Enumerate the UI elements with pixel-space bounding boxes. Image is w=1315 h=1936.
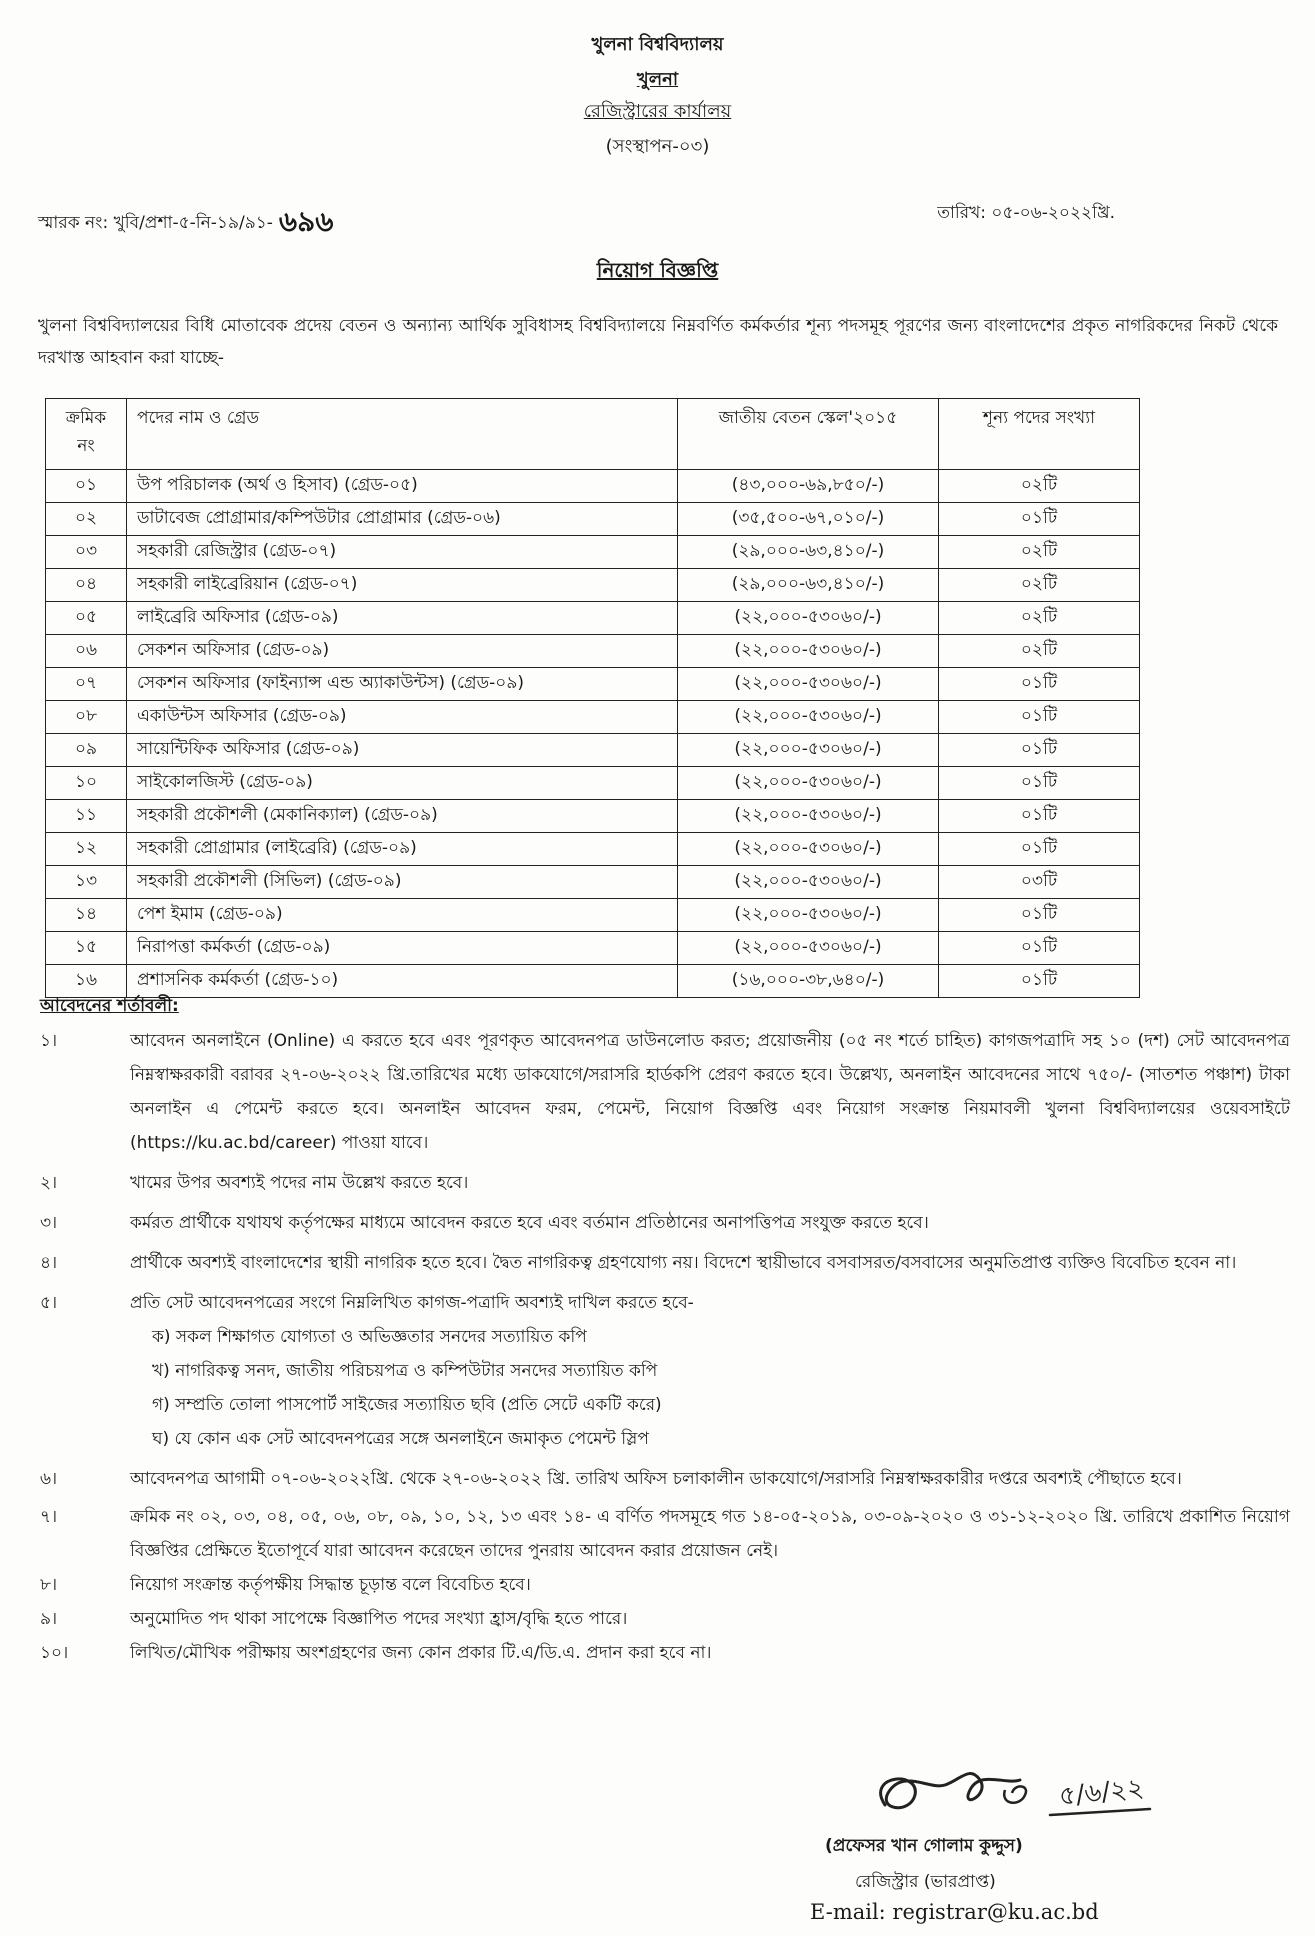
cell-vacancies: ০১টি (939, 932, 1140, 965)
condition-item (40, 1462, 1290, 1496)
cell-vacancies: ০১টি (939, 701, 1140, 734)
condition-number: ৩। (40, 1213, 58, 1233)
conditions-list (40, 1024, 1290, 1670)
condition-text: প্রার্থীকে অবশ্যই বাংলাদেশের স্থায়ী নাগরিক হতে হবে। দ্বৈত নাগরিকত্ব গ্রহণযোগ্য নয়। বিদেশে স্থায়ীভাবে বসবাসরত/বসবাসের অনুমতিপ্রাপ্ত ব্যক্তিও বিবেচিত হবেন না। (130, 1253, 1237, 1273)
cell-serial: ১৬ (46, 965, 127, 998)
office-name: রেজিস্ট্রারের কার্যালয় (583, 101, 732, 122)
condition-item (40, 1568, 1290, 1602)
cell-scale: (২২,০০০-৫৩০৬০/-) (678, 635, 939, 668)
cell-scale: (২২,০০০-৫৩০৬০/-) (678, 701, 939, 734)
cell-vacancies: ০৩টি (939, 866, 1140, 899)
cell-vacancies: ০১টি (939, 899, 1140, 932)
cell-serial: ০৩ (46, 536, 127, 569)
cell-post: সহকারী রেজিস্ট্রার (গ্রেড-০৭) (127, 536, 678, 569)
cell-scale: (৪৩,০০০-৬৯,৮৫০/-) (678, 470, 939, 503)
cell-post: সেকশন অফিসার (ফাইন্যান্স এন্ড অ্যাকাউন্টস) (গ্রেড-০৯) (127, 668, 678, 701)
table-row (46, 833, 1140, 866)
cell-vacancies: ০১টি (939, 965, 1140, 998)
document-item: খ) নাগরিকত্ব সনদ, জাতীয় পরিচয়পত্র ও কম্পিউটার সনদের সত্যায়িত কপি (152, 1361, 658, 1381)
condition-number: ৭। (40, 1507, 58, 1527)
cell-scale: (২২,০০০-৫৩০৬০/-) (678, 866, 939, 899)
memo-number (38, 200, 334, 247)
header-serial: ক্রমিক নং (46, 399, 127, 470)
table-row (46, 569, 1140, 602)
cell-scale: (১৬,০০০-৩৮,৬৪০/-) (678, 965, 939, 998)
document-item: গ) সম্প্রতি তোলা পাসপোর্ট সাইজের সত্যায়িত ছবি (প্রতি সেটে একটি করে) (152, 1395, 662, 1415)
condition-number: ১০। (40, 1643, 69, 1663)
table-row (46, 899, 1140, 932)
cell-serial: ১২ (46, 833, 127, 866)
condition-number: ৫। (40, 1293, 58, 1313)
signatory-role: রেজিস্ট্রার (ভারপ্রাপ্ত) (855, 1872, 996, 1892)
cell-scale: (২৯,০০০-৬৩,৪১০/-) (678, 569, 939, 602)
condition-text: লিখিত/মৌখিক পরীক্ষায় অংশগ্রহণের জন্য কোন প্রকার টি.এ/ডি.এ. প্রদান করা হবে না। (130, 1643, 712, 1663)
condition-number: ৪। (40, 1253, 58, 1273)
table-row (46, 635, 1140, 668)
table-row (46, 932, 1140, 965)
condition-item (40, 1636, 1290, 1670)
cell-post: সেকশন অফিসার (গ্রেড-০৯) (127, 635, 678, 668)
table-row (46, 800, 1140, 833)
cell-serial: ১১ (46, 800, 127, 833)
condition-number: ২। (40, 1173, 58, 1193)
section-name: (সংস্থাপন-০৩) (605, 136, 710, 157)
signatory-name: (প্রফেসর খান গোলাম কুদ্দুস) (825, 1836, 1023, 1856)
condition-text: খামের উপর অবশ্যই পদের নাম উল্লেখ করতে হবে। (130, 1173, 469, 1193)
condition-text: ক্রমিক নং ০২, ০৩, ০৪, ০৫, ০৬, ০৮, ০৯, ১০, ১২, ১৩ এবং ১৪- এ বর্ণিত পদসমূহে গত ১৪-০৫-২০১৯, ০৩-০৯-২০২০ ও ৩১-১২-২০২০ খ্রি. তারিখে প্রকাশিত নিয়োগ বিজ্ঞপ্তির প্রেক্ষিতে ইতোপূর্বে যারা আবেদন করেছেন তাদের পুনরায় আবেদন করার প্রয়োজন নেই। (130, 1507, 1290, 1561)
cell-post: লাইব্রেরি অফিসার (গ্রেড-০৯) (127, 602, 678, 635)
condition-number: ১। (40, 1031, 58, 1051)
university-name: খুলনা বিশ্ববিদ্যালয় (591, 34, 724, 55)
cell-vacancies: ০১টি (939, 734, 1140, 767)
notice-date: তারিখ: ০৫-০৬-২০২২খ্রি. (937, 203, 1115, 223)
cell-vacancies: ০২টি (939, 569, 1140, 602)
condition-item (40, 1602, 1290, 1636)
cell-serial: ০৬ (46, 635, 127, 668)
cell-serial: ০১ (46, 470, 127, 503)
cell-serial: ০৮ (46, 701, 127, 734)
cell-scale: (২২,০০০-৫৩০৬০/-) (678, 833, 939, 866)
cell-vacancies: ০২টি (939, 635, 1140, 668)
table-row (46, 668, 1140, 701)
cell-serial: ১৫ (46, 932, 127, 965)
condition-text: প্রতি সেট আবেদনপত্রের সংগে নিম্নলিখিত কাগজ-পত্রাদি অবশ্যই দাখিল করতে হবে- (130, 1293, 694, 1313)
condition-item (40, 1166, 1290, 1200)
cell-scale: (২২,০০০-৫৩০৬০/-) (678, 899, 939, 932)
condition-item (40, 1024, 1290, 1160)
condition-text: আবেদন অনলাইনে (Online) এ করতে হবে এবং পূরণকৃত আবেদনপত্র ডাউনলোড করত; প্রয়োজনীয় (০৫ নং শর্তে চাহিত) কাগজপত্রাদি সহ ১০ (দশ) সেট আবেদনপত্র নিম্নস্বাক্ষরকারী বরাবর ২৭-০৬-২০২২ খ্রি.তারিখের মধ্যে ডাকযোগে/সরাসরি হার্ডকপি প্রেরণ করতে হবে। উল্লেখ্য, অনলাইন আবেদনের সাথে ৭৫০/- (সাতশত পঞ্চাশ) টাকা অনলাইন এ পেমেন্ট করতে হবে। অনলাইন আবেদন ফরম, পেমেন্ট, নিয়োগ বিজ্ঞপ্তি এবং নিয়োগ সংক্রান্ত নিয়মাবলী খুলনা বিশ্ববিদ্যালয়ের ওয়েবসাইটে (https://ku.ac.bd/career) পাওয়া যাবে। (130, 1031, 1290, 1153)
conditions-title: আবেদনের শর্তাবলী: (40, 996, 179, 1016)
cell-vacancies: ০১টি (939, 800, 1140, 833)
cell-serial: ০৭ (46, 668, 127, 701)
cell-post: সাইকোলজিস্ট (গ্রেড-০৯) (127, 767, 678, 800)
cell-serial: ১৪ (46, 899, 127, 932)
signature-date: ৫/৬/২২ (1057, 1773, 1146, 1812)
table-row (46, 965, 1140, 998)
condition-text: কর্মরত প্রার্থীকে যথাযথ কর্তৃপক্ষের মাধ্যমে আবেদন করতে হবে এবং বর্তমান প্রতিষ্ঠানের অনাপত্তিপত্র সংযুক্ত করতে হবে। (130, 1213, 929, 1233)
condition-item (40, 1500, 1290, 1568)
cell-vacancies: ০১টি (939, 833, 1140, 866)
table-row (46, 503, 1140, 536)
cell-post: একাউন্টস অফিসার (গ্রেড-০৯) (127, 701, 678, 734)
cell-serial: ০৫ (46, 602, 127, 635)
cell-post: নিরাপত্তা কর্মকর্তা (গ্রেড-০৯) (127, 932, 678, 965)
cell-vacancies: ০১টি (939, 767, 1140, 800)
condition-text: অনুমোদিত পদ থাকা সাপেক্ষে বিজ্ঞাপিত পদের সংখ্যা হ্রাস/বৃদ্ধি হতে পারে। (130, 1609, 628, 1629)
cell-scale: (২২,০০০-৫৩০৬০/-) (678, 668, 939, 701)
cell-serial: ১০ (46, 767, 127, 800)
table-row (46, 734, 1140, 767)
header-post: পদের নাম ও গ্রেড (127, 399, 678, 470)
table-row (46, 470, 1140, 503)
condition-number: ৯। (40, 1609, 58, 1629)
table-header-row (46, 399, 1140, 470)
cell-post: প্রশাসনিক কর্মকর্তা (গ্রেড-১০) (127, 965, 678, 998)
condition-text: নিয়োগ সংক্রান্ত কর্তৃপক্ষীয় সিদ্ধান্ত চূড়ান্ত বলে বিবেচিত হবে। (130, 1575, 531, 1595)
cell-serial: ০২ (46, 503, 127, 536)
document-item: ক) সকল শিক্ষাগত যোগ্যতা ও অভিজ্ঞতার সনদের সত্যায়িত কপি (152, 1327, 587, 1347)
cell-post: সহকারী প্রকৌশলী (সিভিল) (গ্রেড-০৯) (127, 866, 678, 899)
cell-scale: (২২,০০০-৫৩০৬০/-) (678, 932, 939, 965)
cell-scale: (২২,০০০-৫৩০৬০/-) (678, 602, 939, 635)
cell-scale: (২২,০০০-৫৩০৬০/-) (678, 800, 939, 833)
condition-number: ৬। (40, 1469, 58, 1489)
cell-vacancies: ০২টি (939, 602, 1140, 635)
cell-vacancies: ০২টি (939, 536, 1140, 569)
cell-vacancies: ০১টি (939, 503, 1140, 536)
cell-post: উপ পরিচালক (অর্থ ও হিসাব) (গ্রেড-০৫) (127, 470, 678, 503)
cell-post: সহকারী প্রোগ্রামার (লাইব্রেরি) (গ্রেড-০৯) (127, 833, 678, 866)
table-row (46, 767, 1140, 800)
condition-item (40, 1206, 1290, 1240)
contact-email: E-mail: registrar@ku.ac.bd (810, 1900, 1099, 1924)
cell-post: সহকারী লাইব্রেরিয়ান (গ্রেড-০৭) (127, 569, 678, 602)
cell-post: পেশ ইমাম (গ্রেড-০৯) (127, 899, 678, 932)
table-row (46, 536, 1140, 569)
memo-label: স্মারক নং: খুবি/প্রশা-৫-নি-১৯/৯১- (38, 213, 273, 233)
cell-post: ডাটাবেজ প্রোগ্রামার/কম্পিউটার প্রোগ্রামার (গ্রেড-০৬) (127, 503, 678, 536)
cell-serial: ০৯ (46, 734, 127, 767)
vacancy-table (45, 398, 1140, 998)
condition-item (40, 1246, 1290, 1280)
cell-scale: (৩৫,৫০০-৬৭,০১০/-) (678, 503, 939, 536)
header-scale: জাতীয় বেতন স্কেল'২০১৫ (678, 399, 939, 470)
cell-post: সহকারী প্রকৌশলী (মেকানিক্যাল) (গ্রেড-০৯) (127, 800, 678, 833)
cell-serial: ১৩ (46, 866, 127, 899)
cell-scale: (২২,০০০-৫৩০৬০/-) (678, 734, 939, 767)
cell-scale: (২৯,০০০-৬৩,৪১০/-) (678, 536, 939, 569)
intro-paragraph: খুলনা বিশ্ববিদ্যালয়ের বিধি মোতাবেক প্রদেয় বেতন ও অন্যান্য আর্থিক সুবিধাসহ বিশ্ববিদ্যালয়ে নিম্নবর্ণিত কর্মকর্তার শূন্য পদসমূহ পূরণের জন্য বাংলাদেশের প্রকৃত নাগরিকদের নিকট থেকে দরখাস্ত আহবান করা যাচ্ছে- (38, 316, 1278, 368)
table-row (46, 701, 1140, 734)
header-vacancies: শূন্য পদের সংখ্যা (939, 399, 1140, 470)
condition-text: আবেদনপত্র আগামী ০৭-০৬-২০২২খ্রি. থেকে ২৭-০৬-২০২২ খ্রি. তারিখ অফিস চলাকালীন ডাকযোগে/সরাসরি নিম্নস্বাক্ষরকারীর দপ্তরে অবশ্যই পৌছাতে হবে। (130, 1469, 1182, 1489)
document-item: ঘ) যে কোন এক সেট আবেদনপত্রের সঙ্গে অনলাইনে জমাকৃত পেমেন্ট স্লিপ (152, 1429, 649, 1449)
handwritten-memo-number: ৬৯৬ (278, 205, 334, 238)
notice-title: নিয়োগ বিজ্ঞপ্তি (596, 258, 719, 282)
cell-post: সায়েন্টিফিক অফিসার (গ্রেড-০৯) (127, 734, 678, 767)
table-body (46, 470, 1140, 998)
condition-item (40, 1286, 1290, 1456)
table-row (46, 602, 1140, 635)
table-row (46, 866, 1140, 899)
city-name: খুলনা (636, 69, 679, 90)
cell-scale: (২২,০০০-৫৩০৬০/-) (678, 767, 939, 800)
cell-vacancies: ০১টি (939, 668, 1140, 701)
condition-number: ৮। (40, 1575, 58, 1595)
cell-serial: ০৪ (46, 569, 127, 602)
cell-vacancies: ০২টি (939, 470, 1140, 503)
registrar-signature (820, 1735, 1240, 1845)
